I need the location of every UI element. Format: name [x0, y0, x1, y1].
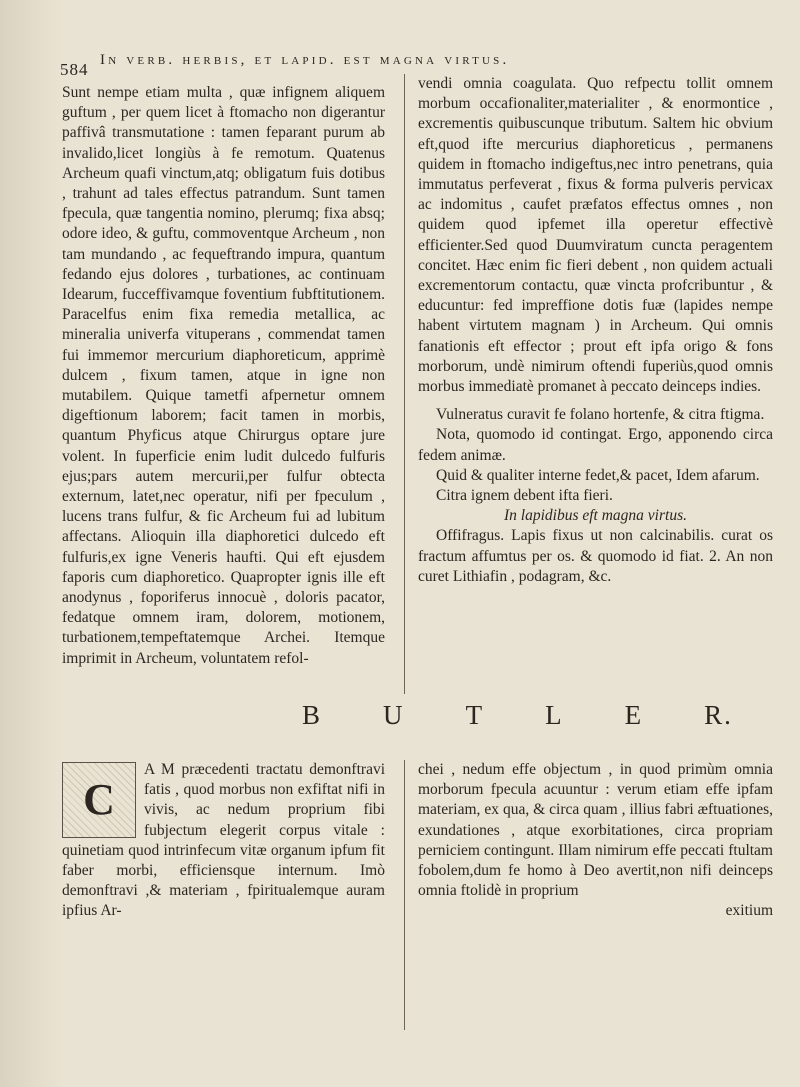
right-column — [418, 74, 773, 587]
lower-left-paragraph: A M præcedenti tractatu demonftravi fatis , quod morbus non exfiftat nifi in vivis, ac nedum proprium fibi fubjectum elegerit corpus vitale : quinetiam quod intrinfecum vitæ organum ipfum fit faber morbi, efficiensque internum. Imò demonftravi ,& materiam , fpiritualemque auram ipfius Ar- — [62, 761, 385, 920]
section-title-letter: E — [624, 700, 644, 730]
decorated-initial — [62, 762, 136, 838]
lower-right-column — [418, 760, 773, 922]
section-title-letter: R. — [704, 700, 733, 730]
left-column — [62, 83, 385, 669]
lower-left-column — [62, 760, 385, 922]
section-title — [62, 700, 773, 740]
running-title: In verb. herbis, et lapid. est magna virtus. — [100, 52, 510, 68]
page-number: 584 — [60, 60, 89, 79]
section-title-letter: B — [302, 700, 323, 730]
note-nota: Nota, quomodo id contingat. Ergo, apponendo circa fedem animæ. — [418, 426, 773, 464]
left-paragraph: Sunt nempe etiam multa , quæ infignem aliquem guftum , per quem licet à ftomacho non digerantur paffivâ transmutatione : tamen feparant purum ab invalido,licet longiùs à fe remotum. Quatenus Archeum quafi vinctum,atq; obligatum fuis dotibus , trahunt ad tales effectus patrandum. Sunt tamen fpecula, quæ tangentia nomino, plerumq; fixa absq; odore ideo, & guftu, commoventque Archeum , non tam mundando , ac fequeftrando impura, quantum fedando ejus dolores , turbationes, ac continuam Idearum, fucceffivamque foventium fubftitutionem. Paracelfus enim fixa remedia metallica, ac mineralia univerfa vituperans , commendat tamen fui immemor mercurium diaphoreticum, apprimè dulcem , fixum tamen, atque in igne non mutabilem. Quique tametfi afpernetur omnem digeftionum laborem; facit tamen in morbis, quantum Phyficus atque Chirurgus optare jure volent. In fuperficie enim ludit dulcedo fulfuris ejus;pars autem mercurii,per fulfur obtecta externum, latet,nec operatur, nifi per fpeculum , lucens trans fulfur, & fic Archeum fui ad lubitum affectans. Alioquin illa diaphoretici dulcedo eft fulfuris,ex igne Veneris haufti. Qui eft ejusdem faporis cum diaphoretico. Quapropter ignis ille eft anodynus , foporiferus innocuè , doloris pacator, fedatque omnem iram, dolorem, motionem, turbationem,tempeftatemque Archei. Itemque imprimit in Archeum, voluntatem refol- — [62, 84, 385, 667]
note-citra: Citra ignem debent ifta fieri. — [436, 487, 613, 505]
note-offifragus: Offifragus. Lapis fixus ut non calcinabilis. curat os fractum affumtus per os. & quomodo id fiat. 2. An non curet Lithiafin , podagram, &c. — [418, 527, 773, 585]
subheading-lapidibus: In lapidibus eft magna virtus. — [504, 507, 687, 525]
page-gutter — [0, 0, 62, 1087]
section-title-letter: U — [383, 700, 405, 730]
column-divider — [404, 74, 405, 694]
right-paragraph-main: vendi omnia coagulata. Quo refpectu tollit omnem morbum occafionaliter,materialiter , & enormontice , excrementis quibuscunque tributum. Saltem hic obvium eft,quod ifte mercurius diaphoreticus , permanens quidem in ftomacho indigeftus,nec intro penetrans, quia immutatus perfeverat , fixus & forma pulveris pervicax ac indomitus , caufet præfatos effectus omnes , non quidem quod ipfemet illa operetur effectivè efficienter.Sed quod Duumviratum cuncta peragentem concitet. Hæc enim fic fieri debent , non quidem actuali excrementorum contactu, quæ vincta profcribuntur , & educuntur: fed impreffione dotis fuæ (lapides nempe habent virtutem magnam ) in Archeum. Qui omnis fanationis eft effector ; prout eft ipfa origo & fons morborum, undè nimirum oftendi fuperiùs,quod omnis morbus immediatè promanet à peccato deinceps indies. — [418, 75, 773, 396]
note-quid: Quid & qualiter interne fedet,& pacet, Idem afarum. — [436, 466, 760, 484]
catchword: exitium — [725, 902, 773, 920]
lower-right-paragraph: chei , nedum effe objectum , in quod primùm omnia morborum fpecula acuuntur : verum etiam effe ipfam materiam, ex qua, & circa quam , illius fabri æftuationes, exundationes , atque exorbitationes, circa propriam perniciem contingunt. Illam nimirum effe peccati ftultam fobolem,dum fe homo à Deo avertit,non nifi deinceps omnia ftolidè in proprium — [418, 761, 773, 900]
note-vulneratus: Vulneratus curavit fe folano hortenfe, & citra ftigma. — [436, 406, 765, 424]
initial-letter: C — [83, 774, 115, 824]
section-title-letter: L — [545, 700, 564, 730]
section-title-letter: T — [465, 700, 485, 730]
column-divider — [404, 760, 405, 1030]
